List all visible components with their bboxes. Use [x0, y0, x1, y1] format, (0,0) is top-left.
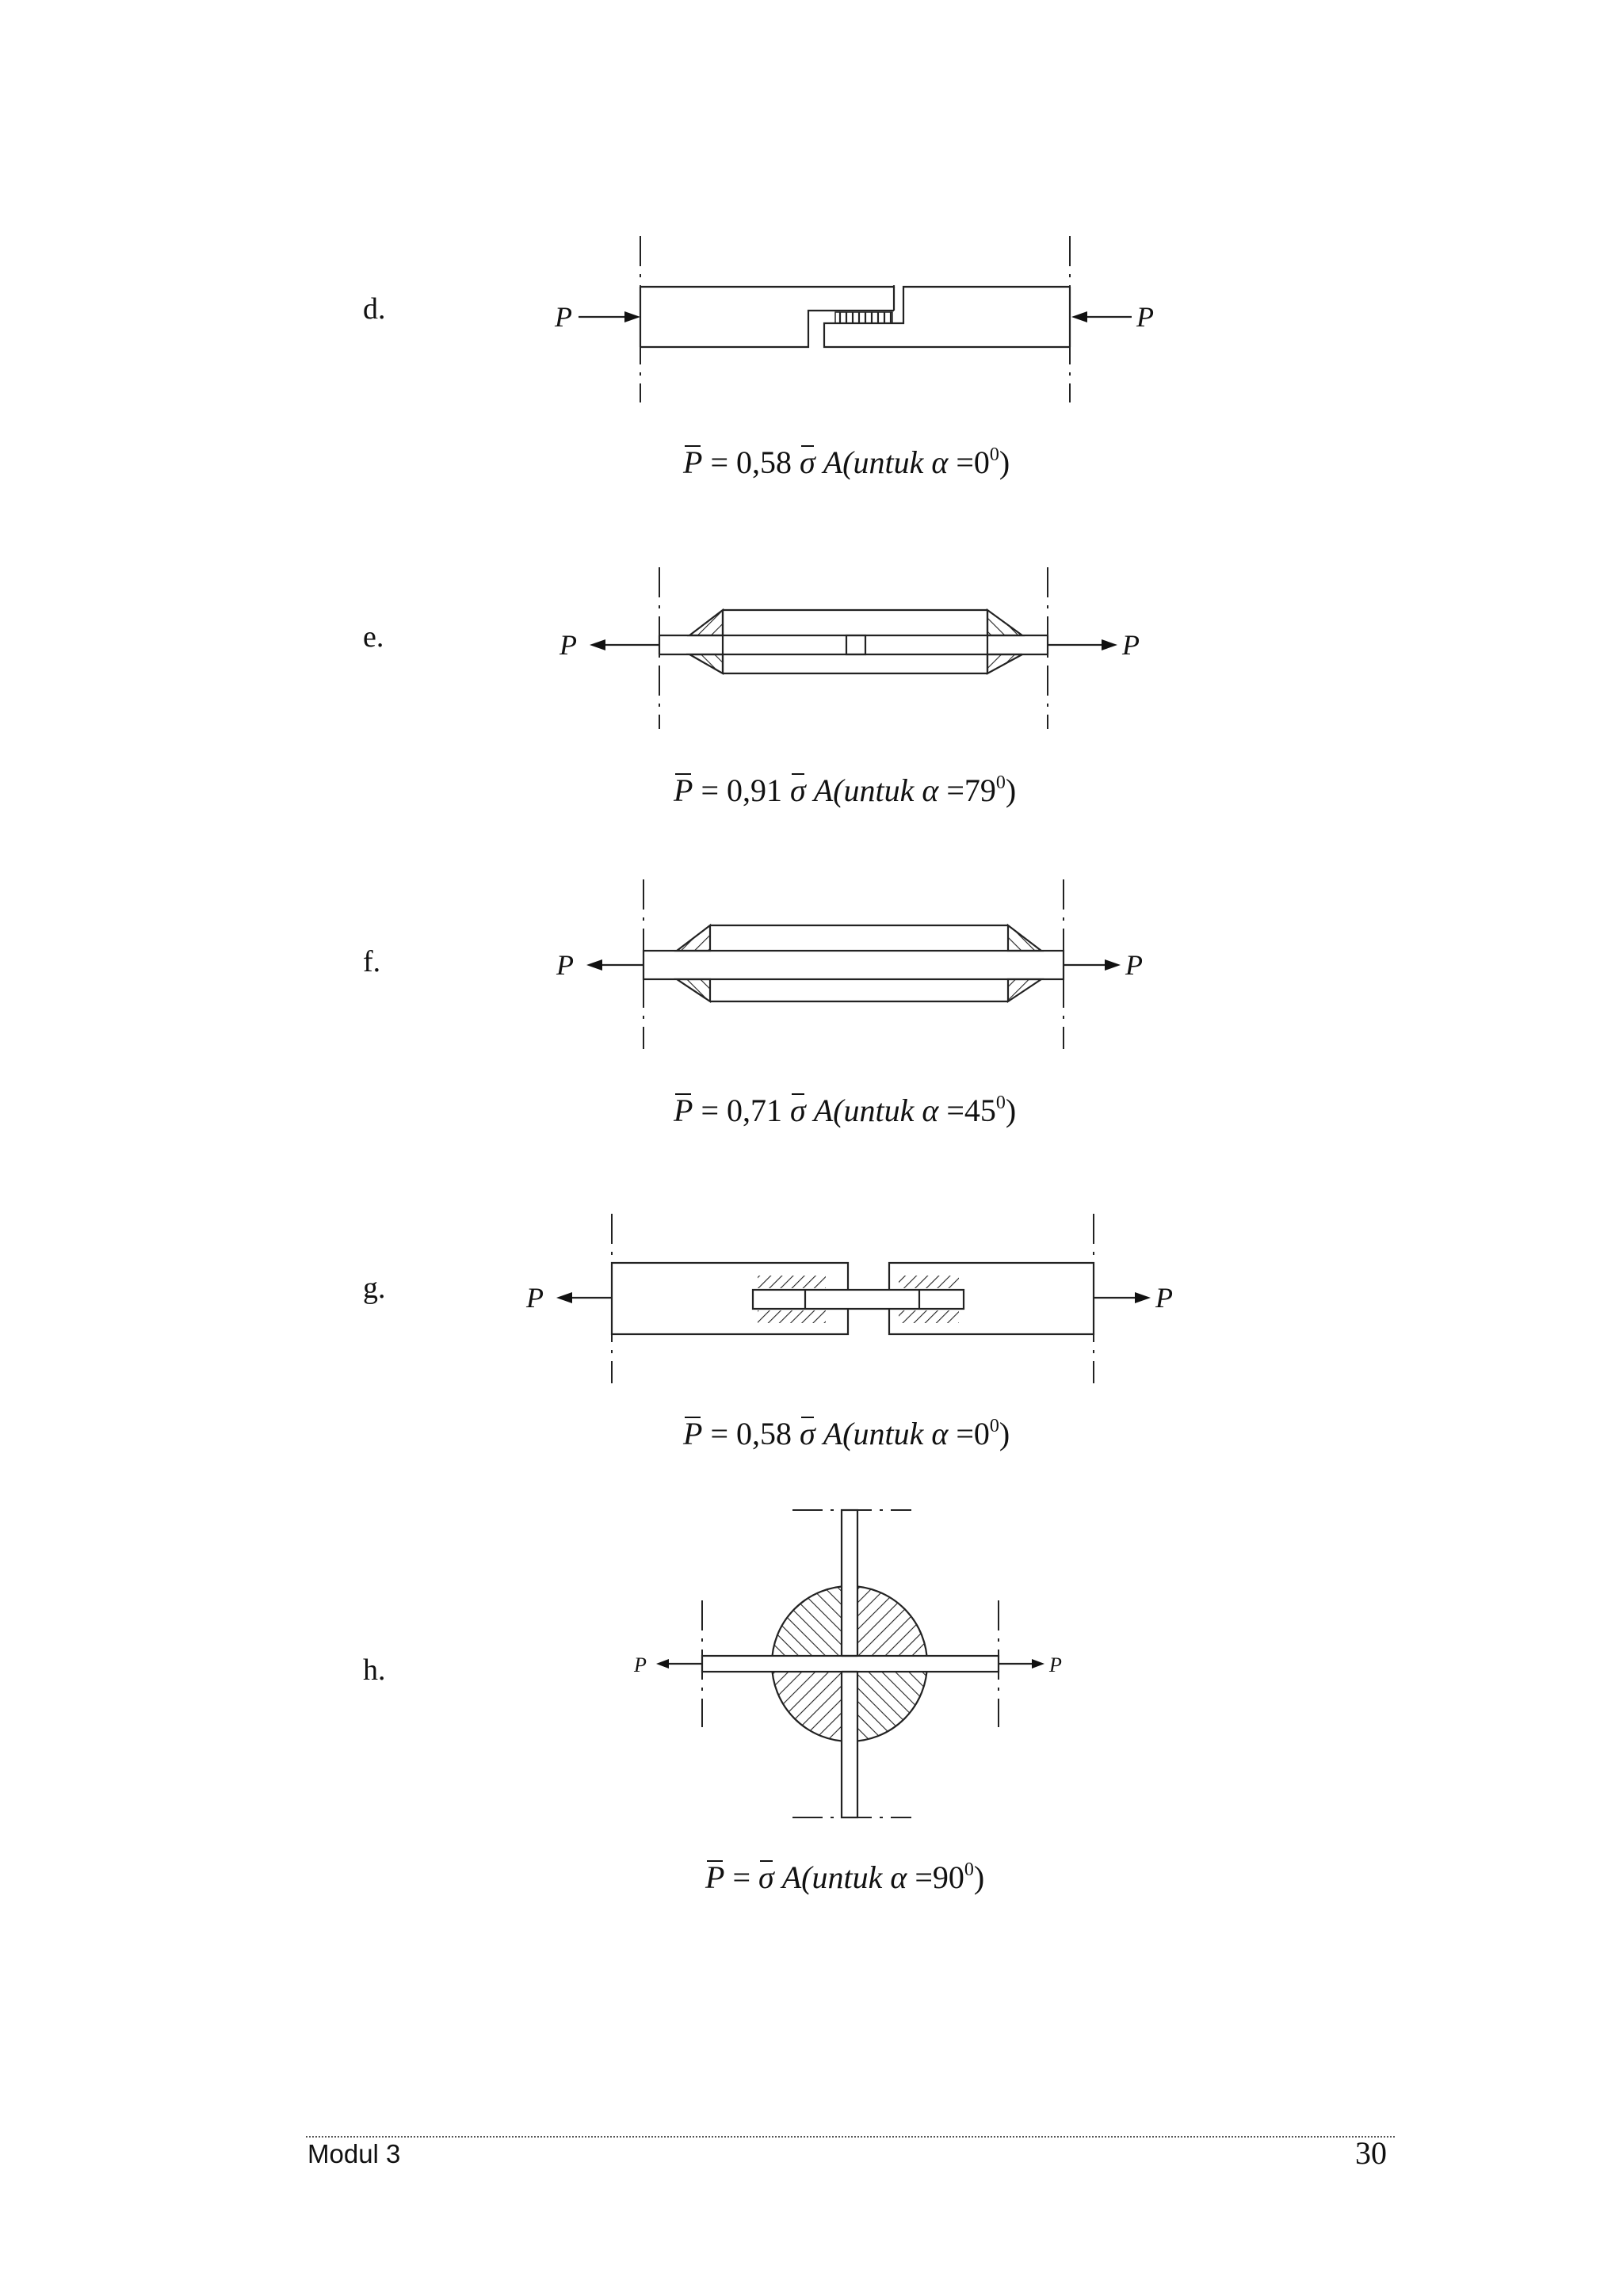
figure-d-diagram — [539, 230, 1173, 412]
figure-g-diagram — [523, 1209, 1205, 1391]
figure-e-force-left: P — [559, 629, 577, 661]
figure-h-diagram — [626, 1497, 1086, 1830]
figure-h-label: h. — [363, 1653, 386, 1687]
figure-d-force-left: P — [555, 301, 572, 333]
figure-f-formula: P = 0,71 σ A(untuk $\alpha =45^0$) — [674, 1093, 1017, 1128]
footer-divider — [306, 2136, 1395, 2138]
figure-g-force-left: P — [526, 1282, 544, 1314]
figure-g-label: g. — [363, 1272, 386, 1305]
figure-g-force-right: P — [1155, 1282, 1173, 1314]
figure-d-formula: P = 0,58 σ A(untuk $\alpha =0^0$) — [683, 444, 1010, 480]
figure-d-force-right: P — [1136, 301, 1154, 333]
figure-f-diagram — [555, 875, 1189, 1057]
footer-module-label: Modul 3 — [307, 2139, 401, 2168]
figure-d-label: d. — [363, 292, 386, 326]
figure-f-force-left: P — [556, 949, 574, 981]
figure-h-formula: P = σ A(untuk $\alpha =90^0$) — [705, 1859, 985, 1895]
figure-e-force-right: P — [1122, 629, 1140, 661]
figure-h-force-left: P — [634, 1653, 647, 1676]
figure-e-formula: P = 0,91 σ A(untuk $\alpha =79^0$) — [674, 772, 1017, 808]
figure-h-force-right: P — [1049, 1653, 1062, 1676]
figure-g-formula: P = 0,58 σ A(untuk $\alpha =0^0$) — [683, 1416, 1010, 1451]
figure-e-diagram — [555, 563, 1189, 737]
footer-page-number: 30 — [1355, 2135, 1387, 2171]
figure-e-label: e. — [363, 620, 384, 654]
figure-f-label: f. — [363, 945, 381, 978]
formula-p-bar: P — [683, 444, 703, 480]
figure-f-force-right: P — [1125, 949, 1143, 981]
